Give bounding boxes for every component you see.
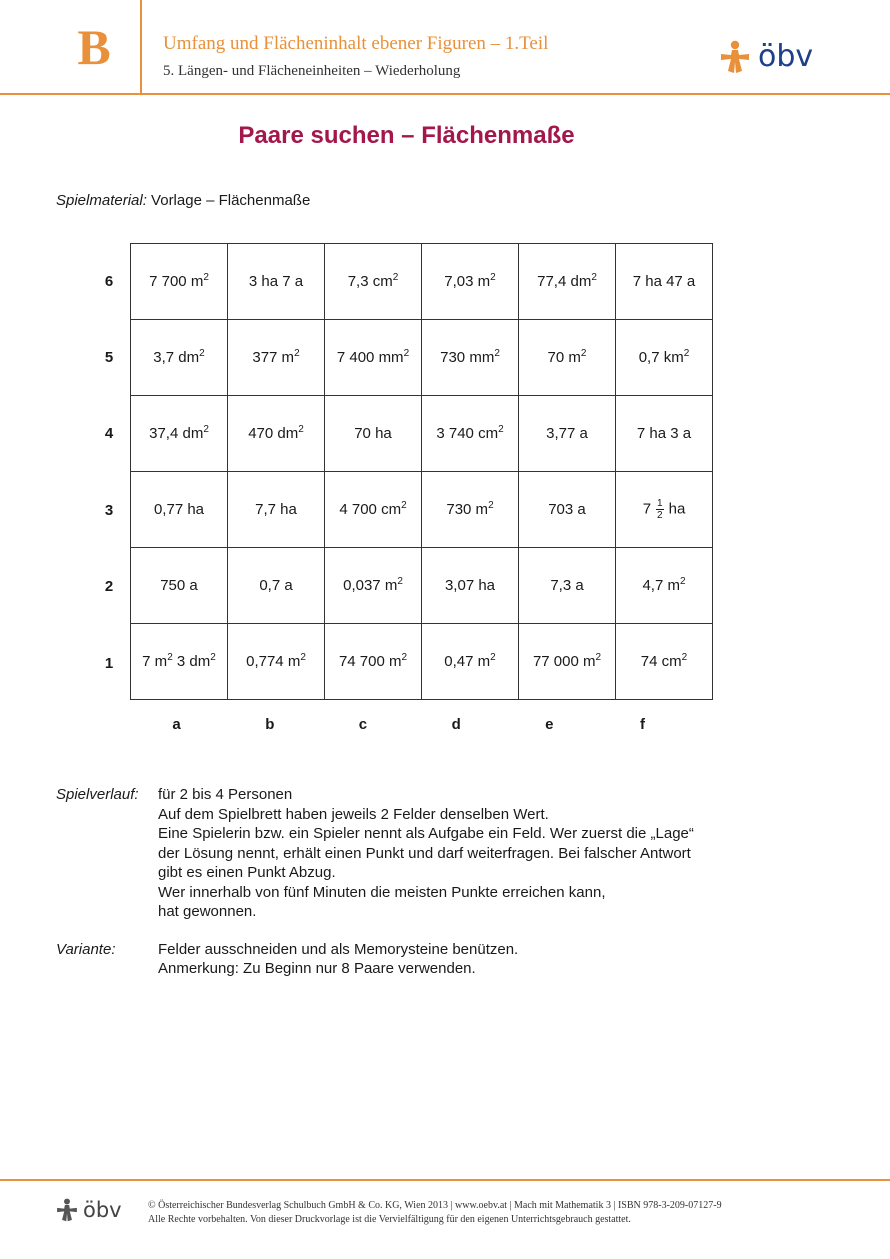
unit-exponent: 2	[681, 652, 688, 663]
cell-value: 77,4 dm	[537, 273, 592, 290]
unit-exponent: 2	[679, 576, 686, 587]
board-cell[interactable]	[325, 472, 422, 548]
unit-exponent: 2	[498, 424, 504, 435]
unit-exponent: 2	[167, 652, 173, 663]
row-labels	[95, 243, 123, 701]
footer-logo-text: öbv	[83, 1197, 122, 1222]
unit-exponent: 2	[488, 500, 494, 511]
fraction	[656, 498, 664, 521]
footer-copyright: © Österreichischer Bundesverlag Schulbuch GmbH & Co. KG, Wien 2013 | www.oebv.at | Mach mit Mathematik 3 | ISBN 978-3-209-07127-9	[148, 1200, 722, 1211]
board-cell[interactable]	[422, 396, 519, 472]
cell-value: 7,03 m	[444, 273, 491, 290]
unit-exponent: 2	[490, 272, 496, 283]
cell-value: 7 700 m	[149, 273, 204, 290]
cell-value: ha	[668, 500, 686, 518]
board-row	[131, 624, 713, 700]
board-row	[131, 320, 713, 396]
board-cell[interactable]	[422, 548, 519, 624]
board-cell[interactable]	[325, 396, 422, 472]
board-cell[interactable]	[228, 548, 325, 624]
cell-value: 3,7 dm	[153, 349, 200, 366]
footer-logo	[55, 1198, 122, 1222]
header-subtitle: 5. Längen- und Flächeneinheiten – Wiederholung	[163, 63, 461, 79]
cell-value: 7 400 mm	[336, 349, 404, 366]
unit-exponent: 2	[199, 348, 205, 359]
row-label: 4	[104, 425, 114, 443]
rule-line: für 2 bis 4 Personen	[158, 786, 293, 803]
unit-exponent: 2	[595, 652, 602, 663]
unit-exponent: 2	[591, 272, 597, 283]
rule-body	[158, 940, 518, 979]
footer-text	[148, 1199, 722, 1227]
unit-exponent: 2	[490, 652, 496, 663]
column-labels	[130, 716, 689, 733]
game-rules	[56, 785, 816, 997]
row-label: 3	[104, 501, 114, 519]
board-cell[interactable]	[131, 244, 228, 320]
cell-value: 0,7 km	[638, 349, 684, 366]
unit-exponent: 2	[580, 348, 587, 359]
board-cell[interactable]	[616, 472, 713, 548]
board-cell[interactable]	[228, 472, 325, 548]
board-cell[interactable]	[131, 624, 228, 700]
cell-value: 74 700 m	[338, 653, 402, 670]
board-cell[interactable]	[131, 320, 228, 396]
cell-value: 703 a	[548, 501, 586, 518]
rule-line: Wer innerhalb von fünf Minuten die meisten Punkte erreichen kann,	[158, 883, 606, 901]
cell-value: 4,7 m	[642, 577, 680, 594]
board-cell[interactable]	[616, 624, 713, 700]
board-row	[131, 548, 713, 624]
unit-exponent: 2	[397, 576, 403, 587]
cell-value: 4 700 cm	[339, 501, 402, 518]
cell-value: 77 000 m	[532, 653, 596, 670]
unit-exponent: 2	[210, 652, 216, 663]
board-cell[interactable]	[228, 624, 325, 700]
footer-rights: Alle Rechte vorbehalten. Von dieser Druckvorlage ist die Vervielfältigung für den eigenen Unterrichtsgebrauch gestattet.	[148, 1214, 631, 1225]
page-title: Paare suchen – Flächenmaße	[238, 122, 575, 149]
rule-line: Auf dem Spielbrett haben jeweils 2 Felder denselben Wert.	[158, 805, 549, 823]
board-cell[interactable]	[131, 396, 228, 472]
cell-value: 0,774 m	[246, 653, 301, 670]
row-label: 6	[104, 272, 114, 290]
board-cell[interactable]	[616, 244, 713, 320]
column-label: d	[451, 716, 461, 733]
cell-value: 470 dm	[248, 425, 299, 442]
board-row	[131, 396, 713, 472]
cell-value: 7,7 ha	[255, 501, 297, 518]
cell-value: 70 m	[547, 349, 581, 366]
unit-exponent: 2	[203, 424, 209, 435]
row-label: 1	[104, 654, 114, 672]
rule-label: Spielverlauf:	[56, 786, 139, 803]
cell-value: 7 m	[142, 653, 168, 670]
board-cell[interactable]	[325, 548, 422, 624]
unit-exponent: 2	[494, 348, 500, 359]
board-row	[131, 472, 713, 548]
section-letter: B	[77, 19, 111, 75]
header-title: Umfang und Flächeninhalt ebener Figuren – 1.Teil	[163, 33, 549, 54]
cell-value: 3 ha 7 a	[248, 273, 304, 290]
column-label: b	[265, 716, 275, 733]
cell-value: 3 dm	[172, 653, 211, 670]
board-cell[interactable]	[422, 244, 519, 320]
header-divider-vertical	[140, 0, 142, 94]
board-cell[interactable]	[422, 624, 519, 700]
rule-section	[56, 785, 816, 922]
board-cell[interactable]	[422, 320, 519, 396]
row-label: 5	[104, 349, 114, 367]
material-label: Spielmaterial:	[56, 192, 147, 209]
board-cell[interactable]	[616, 548, 713, 624]
cell-value: 750 a	[160, 577, 198, 594]
cell-value: 7	[642, 500, 652, 518]
rule-line: Eine Spielerin bzw. ein Spieler nennt als Aufgabe ein Feld. Wer zuerst die „Lage“	[158, 825, 694, 842]
board-cell[interactable]	[325, 624, 422, 700]
board-cell[interactable]	[228, 320, 325, 396]
cell-value: 7 ha 3 a	[636, 425, 692, 442]
column-label: f	[640, 716, 646, 733]
unit-exponent: 2	[392, 272, 399, 283]
unit-exponent: 2	[403, 348, 410, 359]
fraction-denominator: 2	[657, 510, 663, 521]
column-label: a	[172, 716, 181, 733]
cell-value: 0,7 a	[259, 577, 293, 594]
rule-line: hat gewonnen.	[158, 903, 257, 920]
board-cell[interactable]	[228, 244, 325, 320]
publisher-logo-text: öbv	[758, 39, 814, 74]
cell-value: 3 740 cm	[436, 425, 499, 442]
cell-value: 0,037 m	[343, 577, 398, 594]
board-cell[interactable]	[616, 396, 713, 472]
rule-line: Anmerkung: Zu Beginn nur 8 Paare verwenden.	[158, 960, 476, 977]
cell-value: 7,3 cm	[347, 273, 393, 290]
material-value: Vorlage – Flächenmaße	[151, 192, 311, 209]
board-cell[interactable]	[325, 320, 422, 396]
game-board	[130, 243, 713, 700]
board-cell[interactable]	[519, 624, 616, 700]
cell-value: 730 mm	[440, 349, 495, 366]
cell-value: 3,77 a	[546, 425, 588, 442]
board-cell[interactable]	[519, 320, 616, 396]
rule-section	[56, 940, 816, 979]
unit-exponent: 2	[683, 348, 690, 359]
cell-value: 70 ha	[354, 425, 392, 442]
cell-value: 730 m	[446, 501, 489, 518]
board-cell[interactable]	[519, 244, 616, 320]
board-cell[interactable]	[616, 320, 713, 396]
header-divider	[0, 93, 890, 95]
cell-value: 0,77 ha	[153, 501, 205, 518]
rule-label: Variante:	[56, 940, 116, 958]
cell-value: 74 cm	[640, 653, 682, 670]
unit-exponent: 2	[300, 652, 306, 663]
cell-value: 37,4 dm	[149, 425, 204, 442]
rule-line: der Lösung nennt, erhält einen Punkt und darf weiterfragen. Bei falscher Antwort	[158, 844, 691, 862]
unit-exponent: 2	[294, 348, 300, 359]
column-label: c	[358, 716, 368, 733]
rule-line: gibt es einen Punkt Abzug.	[158, 864, 336, 881]
fraction-numerator: 1	[657, 498, 663, 509]
board-cell[interactable]	[422, 472, 519, 548]
cell-value: 7 ha 47 a	[632, 273, 696, 290]
cell-value: 0,47 m	[444, 653, 491, 670]
rule-line: Felder ausschneiden und als Memorysteine benützen.	[158, 940, 519, 958]
board-cell[interactable]	[519, 548, 616, 624]
cell-value: 3,07 ha	[444, 577, 496, 594]
cell-value: 377 m	[252, 349, 295, 366]
board-cell[interactable]	[325, 244, 422, 320]
footer-divider	[0, 1179, 890, 1181]
unit-exponent: 2	[401, 500, 407, 511]
unit-exponent: 2	[298, 424, 304, 435]
board-cell[interactable]	[131, 472, 228, 548]
unit-exponent: 2	[203, 272, 209, 283]
publisher-logo	[718, 40, 813, 74]
star-logo-icon	[55, 1198, 79, 1222]
cell-value: 7,3 a	[550, 577, 584, 594]
star-logo-icon	[718, 40, 752, 74]
board-cell[interactable]	[131, 548, 228, 624]
column-label: e	[545, 716, 554, 733]
unit-exponent: 2	[401, 652, 408, 663]
board-cell[interactable]	[519, 396, 616, 472]
row-label: 2	[104, 578, 114, 596]
board-row	[131, 244, 713, 320]
material-line	[56, 192, 310, 209]
board-cell[interactable]	[519, 472, 616, 548]
rule-body	[158, 785, 694, 922]
board-cell[interactable]	[228, 396, 325, 472]
